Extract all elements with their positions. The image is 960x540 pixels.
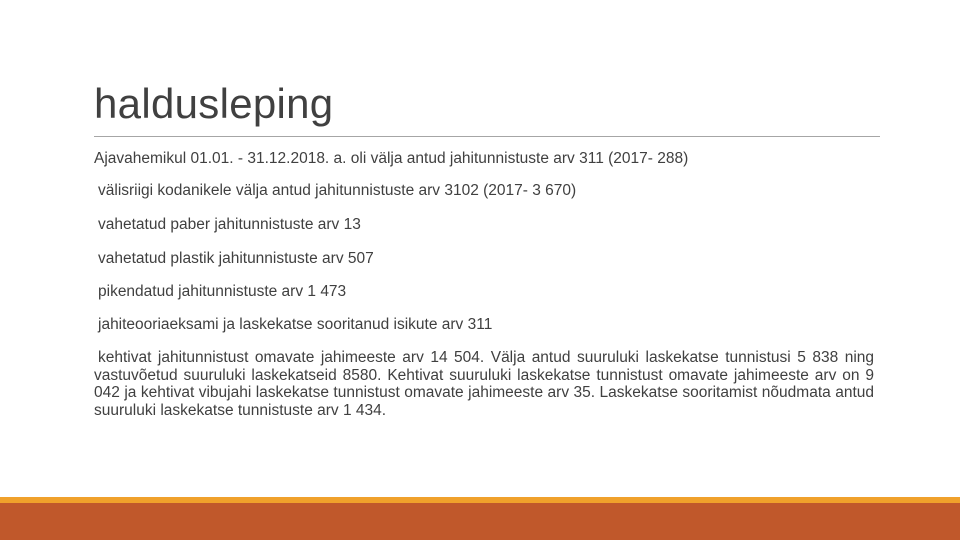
footer-accent-bar [0,503,960,540]
bullet-extended: pikendatud jahitunnistuste arv 1 473 [98,283,347,300]
bullet-period-summary: Ajavahemikul 01.01. - 31.12.2018. a. oli välja antud jahitunnistuste arv 311 (2017- 288) [94,150,689,167]
bullet-exam-passed: jahiteooriaeksami ja laskekatse sooritanud isikute arv 311 [98,316,493,333]
bullet-plastic-exchanged: vahetatud plastik jahitunnistuste arv 507 [98,250,374,267]
slide-title: haldusleping [94,80,334,127]
bullet-valid-certificates: kehtivat jahitunnistust omavate jahimeeste arv 14 504. Välja antud suuruluki laskekatse tunnistusi 5 838 ning vastuvõetud suuruluki laskekatseid 8580. Kehtivat suuruluki laskekatse tunnistust omavate jahimeeste arv on 9 042 ja kehtivat vibujahi laskekatse tunnistust omavate jahimeeste arv 35. Laskekatse sooritamist nõudmata antud suuruluki laskekatse tunnistuste arv 1 434. [94,349,874,419]
bullet-paper-exchanged: vahetatud paber jahitunnistuste arv 13 [98,216,361,233]
bullet-foreign-citizens: välisriigi kodanikele välja antud jahitunnistuste arv 3102 (2017- 3 670) [98,182,577,199]
title-divider [94,136,880,137]
